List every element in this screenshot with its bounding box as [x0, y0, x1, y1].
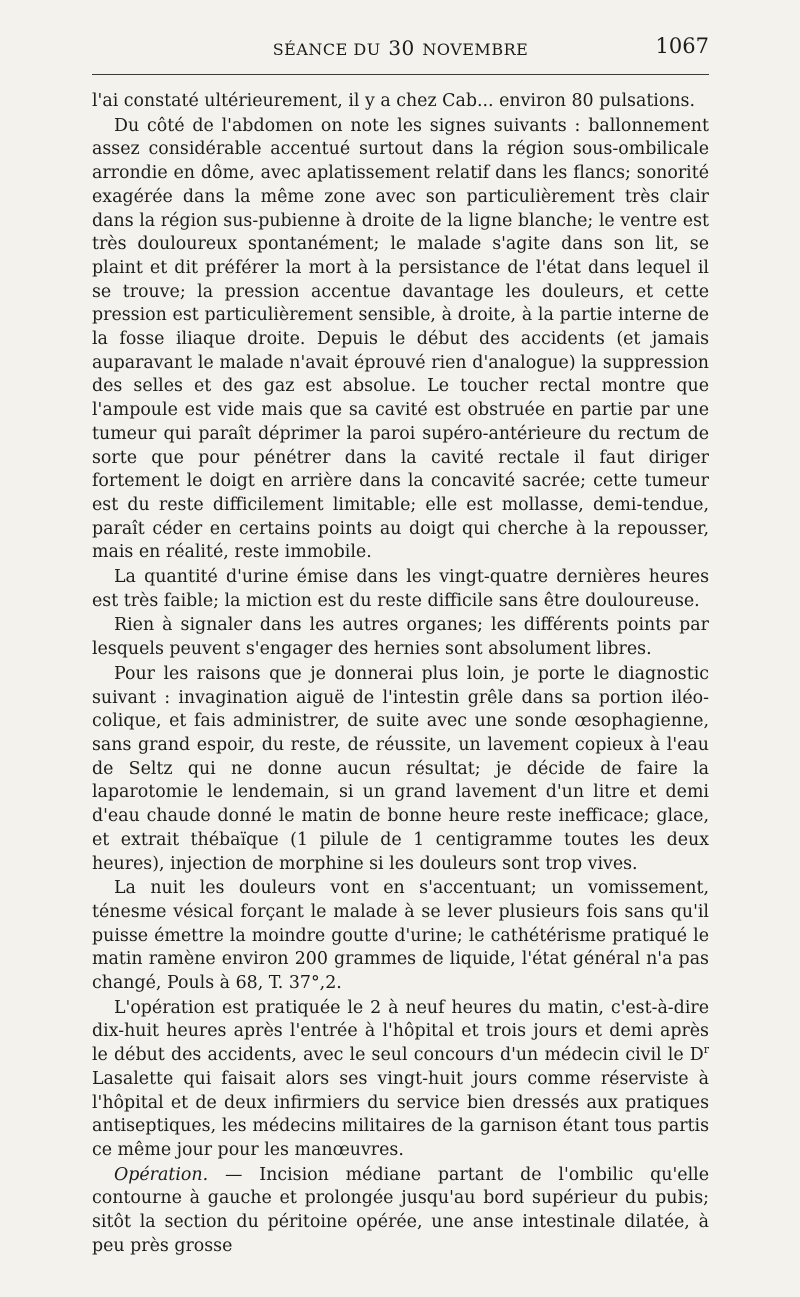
- paragraph-3: La quantité d'urine émise dans les vingt-quatre dernières heures est très faible; la miction est du reste difficile sans être douloureuse.: [92, 567, 709, 611]
- paragraph-7: [92, 997, 709, 1163]
- header-rule: [92, 74, 709, 75]
- paragraph-6: La nuit les douleurs vont en s'accentuant; un vomissement, ténesme vésical forçant le malade à se lever plusieurs fois sans qu'il puisse émettre la moindre goutte d'urine; le cathétérisme pratiqué le matin ramène environ 200 grammes de liquide, l'état général n'a pas changé, Pouls à 68, T. 37°,2.: [92, 878, 709, 994]
- paragraph-2: Du côté de l'abdomen on note les signes suivants : ballonnement assez considérable accentué surtout dans la région sous-ombilicale arrondie en dôme, avec aplatissement relatif dans les flancs; sonorité exagérée dans la même zone avec son particulièrement très clair dans la région sus-pubienne à droite de la ligne blanche; le ventre est très douloureux spontanément; le malade s'agite dans son lit, se plaint et dit préférer la mort à la persistance de l'état dans lequel il se trouve; la pression accentue davantage les douleurs, et cette pression est particulièrement sensible, à droite, à la partie interne de la fosse iliaque droite. Depuis le début des accidents (et jamais auparavant le malade n'avait éprouvé rien d'analogue) la suppression des selles et des gaz est absolue. Le toucher rectal montre que l'ampoule est vide mais que sa cavité est obstruée en partie par une tumeur qui paraît déprimer la paroi supéro-antérieure du rectum de sorte que pour pénétrer dans la cavité rectale il faut diriger fortement le doigt en arrière dans la concavité sacrée; cette tumeur est du reste difficilement limitable; elle est mollasse, demi-tendue, paraît céder en certains points au doigt qui cherche à la repousser, mais en réalité, reste immobile.: [92, 115, 709, 563]
- running-title-prefix: SÉANCE DU: [272, 40, 381, 59]
- running-title: [92, 36, 709, 60]
- paragraph-7-end: Lasalette qui faisait alors ses vingt-huit jours comme réserviste à l'hôpital et de deux infirmiers du service bien dressés aux pratiques antiseptiques, les médecins militaires de la garnison étant tous partis ce même jour pour les manœuvres.: [92, 1068, 709, 1160]
- operation-heading: Opération.: [114, 1164, 209, 1185]
- paragraph-8-text: — Incision médiane partant de l'ombilic qu'elle contourne à gauche et prolongée jusqu'au bord supérieur du pubis; sitôt la section du péritoine opérée, une anse intestinale dilatée, à peu près grosse: [92, 1164, 709, 1256]
- paragraph-5: Pour les raisons que je donnerai plus loin, je porte le diagnostic suivant : invagination aiguë de l'intestin grêle dans sa portion iléo-colique, et fais administrer, de suite avec une sonde œsophagienne, sans grand espoir, du reste, de réussite, un lavement copieux à l'eau de Seltz qui ne donne aucun résultat; je décide de faire la laparotomie le lendemain, si un grand lavement d'un litre et demi d'eau chaude donné le matin de bonne heure reste inefficace; glace, et extrait thébaïque (1 pilule de 1 centigramme toutes les deux heures), injection de morphine si les douleurs sont trop vives.: [92, 663, 709, 874]
- paragraph-4: Rien à signaler dans les autres organes; les différents points par lesquels peuvent s'engager des hernies sont absolument libres.: [92, 615, 709, 660]
- page-number: 1067: [655, 34, 709, 58]
- running-title-day: 30: [388, 36, 415, 60]
- paragraph-1: l'ai constaté ultérieurement, il y a chez Cab... environ 80 pulsations.: [92, 91, 695, 111]
- doctor-superscript: r: [703, 1043, 709, 1057]
- paragraph-7-start: L'opération est pratiquée le 2 à neuf heures du matin, c'est-à-dire dix-huit heures après l'entrée à l'hôpital et trois jours et demi après le début des accidents, avec le seul concours d'un médecin civil le D: [92, 997, 709, 1066]
- running-title-month: NOVEMBRE: [422, 40, 529, 59]
- body-text: [92, 90, 709, 1259]
- page-header: [92, 36, 709, 64]
- paragraph-8: [92, 1164, 709, 1259]
